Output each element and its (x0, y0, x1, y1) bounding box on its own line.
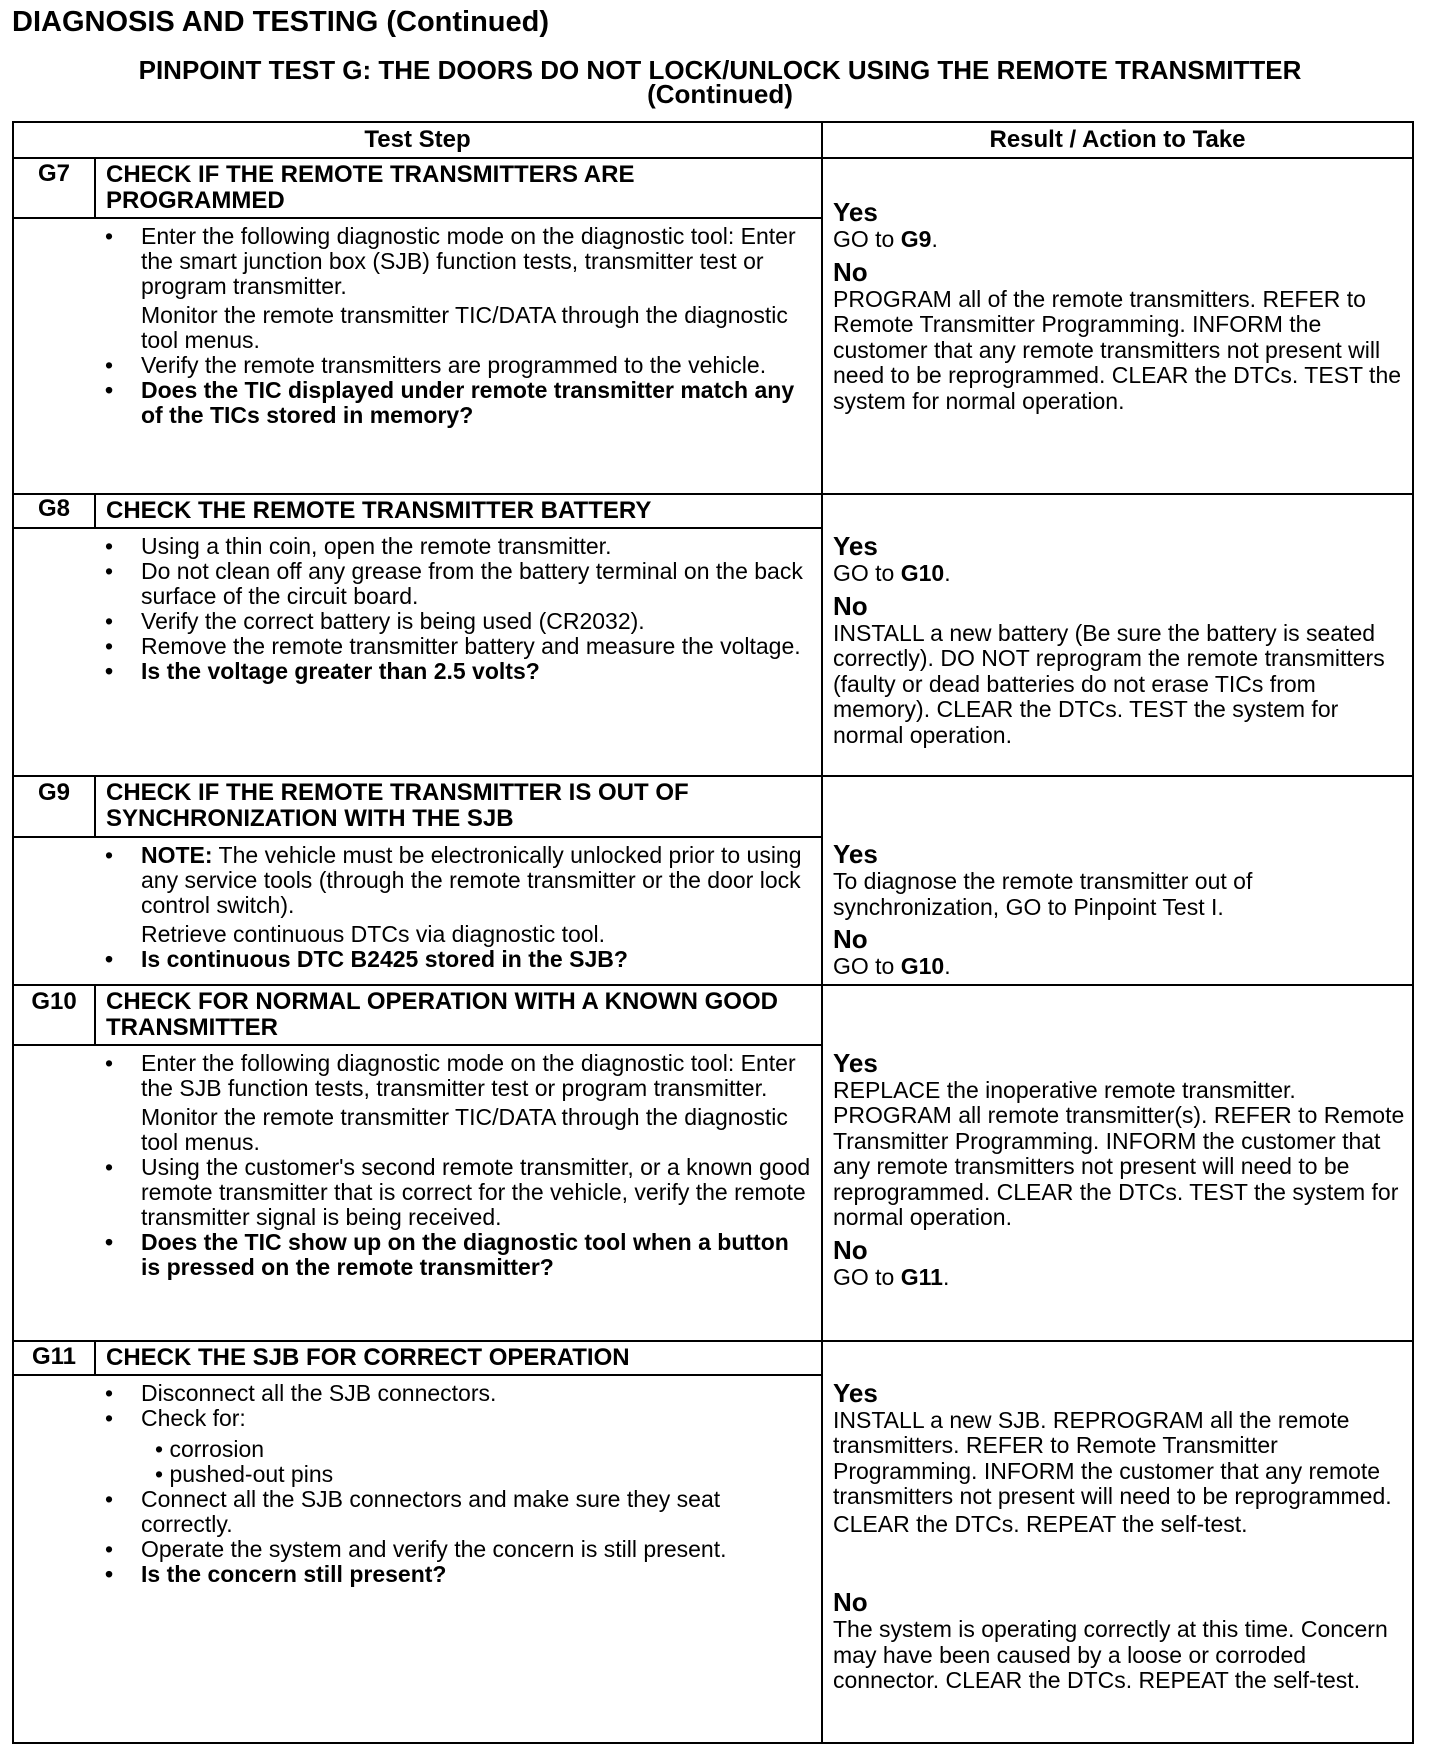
step-instructions (95, 837, 822, 985)
step-title: CHECK IF THE REMOTE TRANSMITTER IS OUT OF SYNCHRONIZATION WITH THE SJB (95, 776, 822, 837)
list-item: • Check for: (105, 1404, 246, 1431)
sub-list-item: • corrosion (155, 1435, 265, 1462)
step-result (822, 776, 1413, 985)
yes-label: Yes (833, 197, 878, 227)
list-item: • Using a thin coin, open the remote transmitter. (105, 533, 612, 559)
yes-label: Yes (833, 1377, 878, 1408)
step-id: G10 (13, 985, 95, 1045)
list-item: • Do not clean off any grease from the battery terminal on the back surface of the circuit board. (105, 558, 803, 609)
step-instructions (95, 218, 822, 494)
yes-action-cont: CLEAR the DTCs. REPEAT the self-test. (833, 1510, 1248, 1537)
yes-action: GO to G9. (833, 226, 938, 252)
step-result (822, 985, 1413, 1341)
no-action: INSTALL a new battery (Be sure the battery is seated correctly). DO NOT reprogram the remote transmitters (faulty or dead batteries do not erase TICs from memory). CLEAR the DTCs. TEST the system for normal operation. (833, 619, 1385, 748)
list-item-question: • Does the TIC show up on the diagnostic tool when a button is pressed on the remote transmitter? (105, 1228, 789, 1280)
no-label: No (833, 590, 868, 621)
list-item-continuation: Monitor the remote transmitter TIC/DATA through the diagnostic tool menus. (141, 302, 788, 353)
yes-label: Yes (833, 839, 878, 869)
pinpoint-test-heading (0, 55, 1440, 109)
step-title: CHECK THE SJB FOR CORRECT OPERATION (95, 1341, 822, 1375)
step-title-row (13, 776, 1413, 837)
list-item: • Disconnect all the SJB connectors. (105, 1379, 497, 1406)
col-result-header: Result / Action to Take (822, 122, 1413, 158)
no-action: GO to G10. (833, 953, 951, 979)
pinpoint-test-title: PINPOINT TEST G: THE DOORS DO NOT LOCK/UNLOCK USING THE REMOTE TRANSMITTER (138, 55, 1302, 85)
yes-action: INSTALL a new SJB. REPROGRAM all the remote transmitters. REFER to Remote Transmitter Programming. INFORM the customer that any remote transmitters not present will need to be reprogrammed. (833, 1406, 1392, 1509)
list-item-question: • Is the voltage greater than 2.5 volts? (105, 658, 540, 684)
step-result (822, 494, 1413, 776)
step-title-row (13, 1341, 1413, 1375)
list-item: • Verify the remote transmitters are programmed to the vehicle. (105, 352, 767, 378)
step-instructions (95, 528, 822, 776)
sub-list (95, 1437, 811, 1487)
list-item-question: • Is continuous DTC B2425 stored in the SJB? (105, 945, 628, 972)
list-item: • Remove the remote transmitter battery and measure the voltage. (105, 633, 801, 659)
list-item: • Enter the following diagnostic mode on the diagnostic tool: Enter the smart junction box (SJB) function tests, transmitter test or program transmitter. (105, 223, 796, 299)
step-title: CHECK IF THE REMOTE TRANSMITTERS ARE PROGRAMMED (95, 158, 822, 218)
yes-label: Yes (833, 1047, 878, 1078)
list-item: • NOTE: The vehicle must be electronically unlocked prior to using any service tools (through the remote transmitter or the door lock control switch). (105, 841, 802, 918)
no-label: No (833, 1587, 868, 1617)
table-header-row (13, 122, 1413, 158)
no-label: No (833, 924, 868, 954)
step-instructions (95, 1375, 822, 1743)
list-item: • Verify the correct battery is being used (CR2032). (105, 608, 645, 634)
no-label: No (833, 256, 868, 287)
yes-action: To diagnose the remote transmitter out of synchronization, GO to Pinpoint Test I. (833, 868, 1253, 920)
list-item: • Operate the system and verify the concern is still present. (105, 1535, 727, 1562)
yes-label: Yes (833, 531, 878, 561)
step-title: CHECK THE REMOTE TRANSMITTER BATTERY (95, 494, 822, 528)
step-result (822, 158, 1413, 494)
list-item: • Enter the following diagnostic mode on the diagnostic tool: Enter the SJB function tests, transmitter test or program transmitter. (105, 1049, 796, 1101)
list-item-question: • Is the concern still present? (105, 1560, 447, 1587)
pinpoint-test-continued: (Continued) (647, 79, 793, 109)
list-item: • Connect all the SJB connectors and make sure they seat correctly. (105, 1485, 721, 1537)
step-instructions (95, 1045, 822, 1341)
step-title-row (13, 985, 1413, 1045)
list-item-question: • Does the TIC displayed under remote transmitter match any of the TICs stored in memory? (105, 377, 795, 428)
pinpoint-test-table (12, 121, 1414, 1744)
col-test-step-header: Test Step (13, 122, 822, 158)
no-action: GO to G11. (833, 1263, 950, 1290)
list-item-continuation: Monitor the remote transmitter TIC/DATA through the diagnostic tool menus. (141, 1103, 788, 1155)
yes-action: GO to G10. (833, 560, 951, 586)
step-id: G9 (13, 776, 95, 837)
step-title: CHECK FOR NORMAL OPERATION WITH A KNOWN GOOD TRANSMITTER (95, 985, 822, 1045)
list-item: • Using the customer's second remote transmitter, or a known good remote transmitter that is correct for the vehicle, verify the remote transmitter signal is being received. (105, 1153, 811, 1230)
no-action: PROGRAM all of the remote transmitters. REFER to Remote Transmitter Programming. INFORM the customer that any remote transmitters not present will need to be reprogrammed. CLEAR the DTCs. TEST the system for normal operation. (833, 285, 1402, 414)
yes-action: REPLACE the inoperative remote transmitter. PROGRAM all remote transmitter(s). REFER to Remote Transmitter Programming. INFORM the customer that any remote transmitters not present will need to be reprogrammed. CLEAR the DTCs. TEST the system for normal operation. (833, 1076, 1405, 1230)
sub-list-item: • pushed-out pins (155, 1460, 334, 1487)
step-id: G11 (13, 1341, 95, 1375)
step-id: G7 (13, 158, 95, 218)
list-item-continuation: Retrieve continuous DTCs via diagnostic tool. (141, 920, 606, 947)
no-action: The system is operating correctly at this time. Concern may have been caused by a loose or corroded connector. CLEAR the DTCs. REPEAT the self-test. (833, 1616, 1388, 1693)
step-id: G8 (13, 494, 95, 528)
step-title-row (13, 494, 1413, 528)
step-title-row (13, 158, 1413, 218)
page-title: DIAGNOSIS AND TESTING (Continued) (12, 6, 550, 38)
step-result (822, 1341, 1413, 1743)
no-label: No (833, 1234, 868, 1265)
